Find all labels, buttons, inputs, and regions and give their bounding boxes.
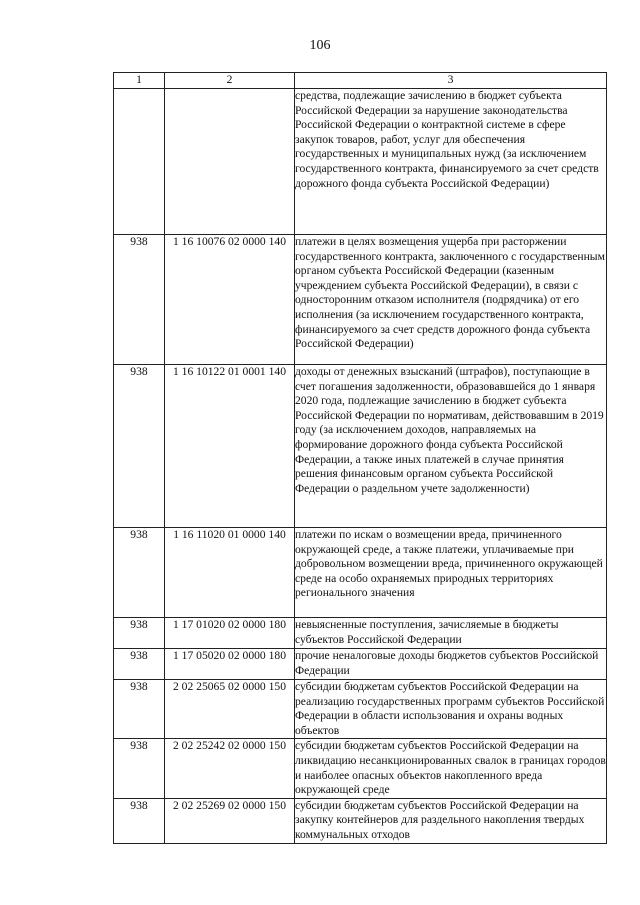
revenue-name-cell: прочие неналоговые доходы бюджетов субъектов Российской Федерации	[295, 649, 607, 680]
column-header-3: 3	[295, 73, 607, 89]
revenue-name-cell: платежи по искам о возмещении вреда, причиненного окружающей среде, а также платежи, уплачиваемые при добровольном возмещении вреда, причиненного окружающей среде на особо охраняемых природных территориях регионального значения	[295, 528, 607, 618]
revenue-code-cell: 1 17 05020 02 0000 180	[165, 649, 295, 680]
table-row	[114, 365, 607, 528]
table-row	[114, 528, 607, 618]
table-row	[114, 618, 607, 649]
table-row	[114, 235, 607, 365]
revenue-name-cell: платежи в целях возмещения ущерба при расторжении государственного контракта, заключенного с государственным органом субъекта Российской Федерации (казенным учреждением субъекта Российской Федерации), в связи с односторонним отказом исполнителя (подрядчика) от его исполнения (за исключением государственного контракта, финансируемого за счет средств дорожного фонда субъекта Российской Федерации)	[295, 235, 607, 365]
admin-code-cell: 938	[114, 739, 165, 798]
revenue-code-cell: 1 16 11020 01 0000 140	[165, 528, 295, 618]
revenue-code-cell: 2 02 25065 02 0000 150	[165, 680, 295, 739]
table-row	[114, 649, 607, 680]
admin-code-cell: 938	[114, 528, 165, 618]
revenue-name-cell: невыясненные поступления, зачисляемые в бюджеты субъектов Российской Федерации	[295, 618, 607, 649]
table-header-row	[114, 73, 607, 89]
revenue-code-cell: 1 16 10076 02 0000 140	[165, 235, 295, 365]
admin-code-cell: 938	[114, 618, 165, 649]
admin-code-cell	[114, 89, 165, 235]
table-row	[114, 680, 607, 739]
admin-code-cell: 938	[114, 798, 165, 843]
revenue-name-cell: субсидии бюджетам субъектов Российской Федерации на реализацию государственных программ субъектов Российской Федерации в области использования и охраны водных объектов	[295, 680, 607, 739]
revenue-name-cell: средства, подлежащие зачислению в бюджет субъекта Российской Федерации за нарушение законодательства Российской Федерации о контрактной системе в сфере закупок товаров, работ, услуг для обеспечения государственных и муниципальных нужд (за исключением государственного контракта, финансируемого за счет средств дорожного фонда субъекта Российской Федерации)	[295, 89, 607, 235]
column-header-1: 1	[114, 73, 165, 89]
revenue-code-cell: 2 02 25269 02 0000 150	[165, 798, 295, 843]
revenue-name-cell: субсидии бюджетам субъектов Российской Федерации на ликвидацию несанкционированных свалок в границах городов и наиболее опасных объектов накопленного вреда окружающей среде	[295, 739, 607, 798]
revenue-code-cell: 1 17 01020 02 0000 180	[165, 618, 295, 649]
revenue-code-cell	[165, 89, 295, 235]
revenue-codes-table	[113, 72, 607, 844]
revenue-name-cell: субсидии бюджетам субъектов Российской Федерации на закупку контейнеров для раздельного накопления твердых коммунальных отходов	[295, 798, 607, 843]
table-row	[114, 798, 607, 843]
revenue-code-cell: 2 02 25242 02 0000 150	[165, 739, 295, 798]
admin-code-cell: 938	[114, 365, 165, 528]
revenue-code-cell: 1 16 10122 01 0001 140	[165, 365, 295, 528]
revenue-name-cell: доходы от денежных взысканий (штрафов), поступающие в счет погашения задолженности, образовавшейся до 1 января 2020 года, подлежащие зачислению в бюджет субъекта Российской Федерации по нормативам, действовавшим в 2019 году (за исключением доходов, направляемых на формирование дорожного фонда субъекта Российской Федерации, а также иных платежей в случае принятия решения финансовым органом субъекта Российской Федерации о раздельном учете задолженности)	[295, 365, 607, 528]
page-number: 106	[309, 38, 331, 53]
table-row	[114, 89, 607, 235]
admin-code-cell: 938	[114, 680, 165, 739]
column-header-2: 2	[165, 73, 295, 89]
table-row	[114, 739, 607, 798]
admin-code-cell: 938	[114, 235, 165, 365]
admin-code-cell: 938	[114, 649, 165, 680]
